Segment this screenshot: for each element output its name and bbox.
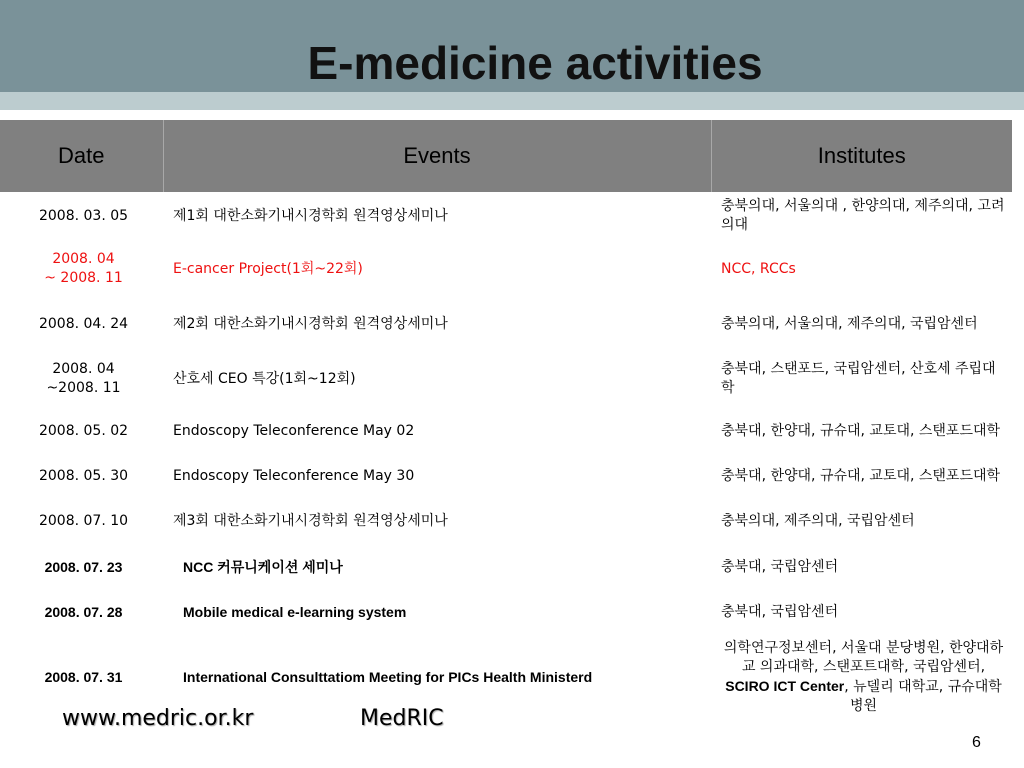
table-header-row [0, 120, 1012, 192]
footer-brand: MedRIC [360, 706, 444, 731]
header-date: Date [0, 120, 163, 192]
row-institutes: 충북의대, 서울의대 , 한양의대, 제주의대, 고려의대 [721, 198, 1005, 233]
row-date-end: ~2008. 11 [46, 380, 121, 396]
row-institutes: 충북의대, 제주의대, 국립암센터 [721, 512, 915, 529]
row-date [0, 350, 163, 408]
header-events: Events [163, 120, 711, 192]
row-institutes: 충북대, 국립암센터 [721, 603, 839, 620]
row-institutes [711, 634, 1012, 720]
table-row [0, 544, 1012, 590]
slide-title: E-medicine activities [307, 37, 763, 89]
row-event: Endoscopy Teleconference May 30 [173, 467, 415, 484]
row-event: Mobile medical e-learning system [183, 603, 407, 620]
table-row [0, 454, 1012, 498]
row-date-start: 2008. 04 [52, 361, 115, 377]
institutes-part: 의학연구정보센터, 서울대 분당병원, 한양대하교 의과대학, 스탠포트대학, 국립암센터, [723, 639, 1004, 675]
row-date-start: 2008. 04 [52, 251, 115, 267]
institutes-part: , 뉴델리 대학교, 규슈대학병원 [844, 678, 1002, 714]
row-date: 2008. 07. 31 [44, 668, 123, 685]
row-event: E-cancer Project(1회~22회) [173, 260, 363, 277]
row-institutes: 충북대, 한양대, 규슈대, 교토대, 스탠포드대학 [721, 422, 1001, 439]
row-date: 2008. 07. 28 [44, 603, 123, 620]
row-event: 제2회 대한소화기내시경학회 원격영상세미나 [173, 315, 448, 332]
table-row [0, 350, 1012, 408]
row-institutes: 충북대, 국립암센터 [721, 558, 839, 575]
row-event: 제1회 대한소화기내시경학회 원격영상세미나 [173, 207, 448, 224]
header-institutes: Institutes [711, 120, 1012, 192]
table-row [0, 192, 1012, 240]
row-date: 2008. 04. 24 [38, 315, 129, 332]
row-institutes: 충북대, 한양대, 규슈대, 교토대, 스탠포드대학 [721, 467, 1001, 484]
row-event: International Consulttatiom Meeting for PICs Health Ministerd [183, 668, 593, 685]
row-date: 2008. 03. 05 [38, 207, 129, 224]
row-event: 산호세 CEO 특강(1회~12회) [173, 370, 356, 387]
row-date: 2008. 05. 30 [38, 467, 129, 484]
row-event: NCC 커뮤니케이션 세미나 [183, 558, 343, 575]
footer-url: www.medric.or.kr [62, 706, 254, 731]
row-date [0, 240, 163, 298]
row-date: 2008. 07. 23 [44, 558, 123, 575]
table-row [0, 298, 1012, 350]
table-row [0, 590, 1012, 634]
row-event: Endoscopy Teleconference May 02 [173, 422, 415, 439]
page-number: 6 [972, 734, 981, 751]
row-date-end: ~ 2008. 11 [44, 270, 123, 286]
row-date: 2008. 05. 02 [38, 422, 129, 439]
table-row [0, 408, 1012, 454]
row-institutes: 충북대, 스탠포드, 국립암센터, 산호세 주립대학 [721, 361, 996, 396]
row-event: 제3회 대한소화기내시경학회 원격영상세미나 [173, 512, 448, 529]
table-row [0, 498, 1012, 544]
institutes-part-bold: SCIRO ICT Center [725, 677, 845, 694]
title-band-strip [0, 92, 1024, 110]
table-row [0, 240, 1012, 298]
row-institutes: NCC, RCCs [721, 260, 796, 277]
row-institutes: 충북의대, 서울의대, 제주의대, 국립암센터 [721, 315, 978, 332]
row-date: 2008. 07. 10 [38, 512, 129, 529]
events-table [0, 120, 1012, 720]
